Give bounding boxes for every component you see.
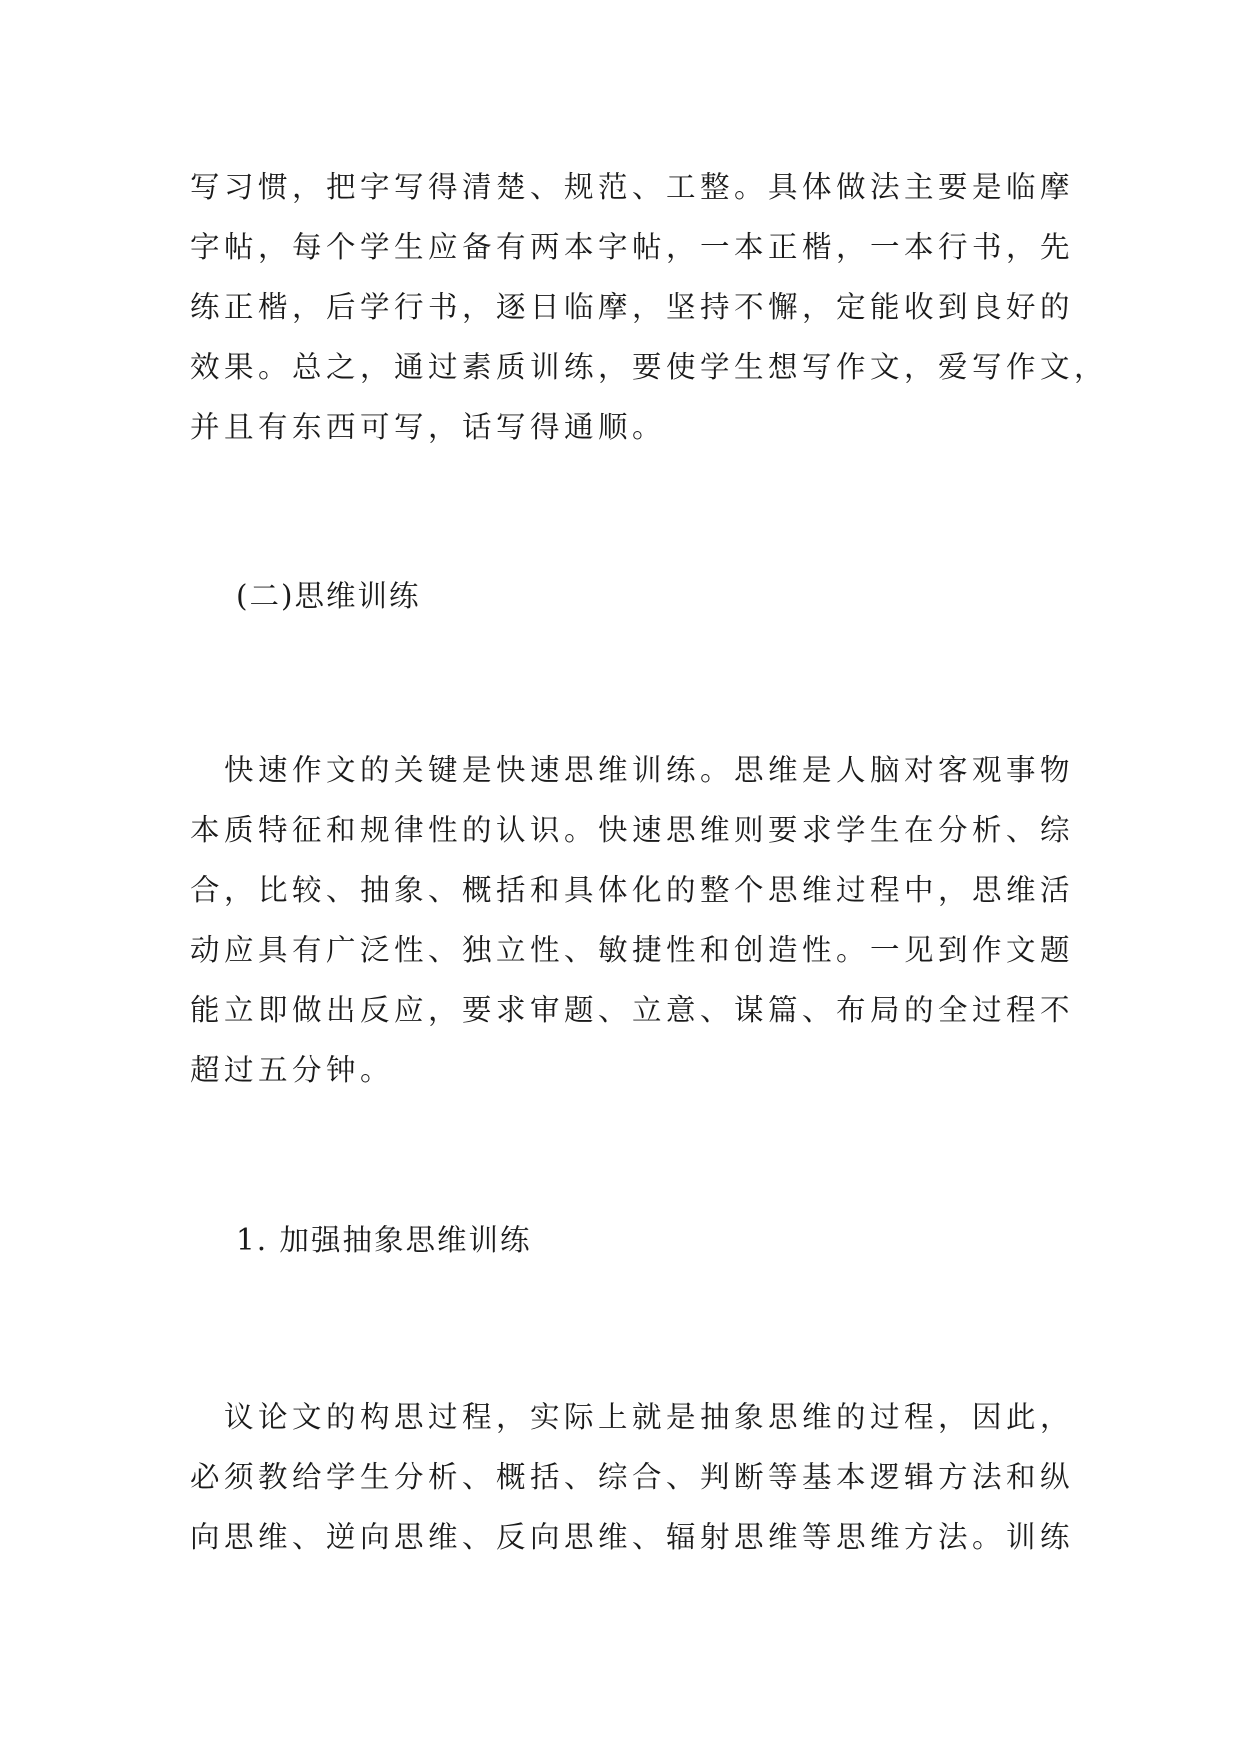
- paragraph-line: 动应具有广泛性、独立性、敏捷性和创造性。一见到作文题: [190, 933, 1075, 967]
- paragraph-line: 写习惯，把字写得清楚、规范、工整。具体做法主要是临摩: [190, 170, 1075, 204]
- subsection-heading-abstract-thinking: 1. 加强抽象思维训练: [236, 1223, 532, 1257]
- paragraph-line: 超过五分钟。: [190, 1053, 395, 1087]
- paragraph-line: 能立即做出反应，要求审题、立意、谋篇、布局的全过程不: [190, 993, 1075, 1027]
- section-heading-thinking-training: (二)思维训练: [236, 579, 421, 613]
- paragraph-line: 必须教给学生分析、概括、综合、判断等基本逻辑方法和纵: [190, 1460, 1075, 1494]
- paragraph-argumentative-essay: [190, 1387, 1075, 1567]
- paragraph-line: 字帖，每个学生应备有两本字帖，一本正楷，一本行书，先: [190, 230, 1075, 264]
- paragraph-line: 效果。总之，通过素质训练，要使学生想写作文，爱写作文，: [190, 350, 1109, 384]
- paragraph-line: 并且有东西可写，话写得通顺。: [190, 410, 667, 444]
- paragraph-line: 向思维、逆向思维、反向思维、辐射思维等思维方法。训练: [190, 1520, 1075, 1554]
- paragraph-line: 练正楷，后学行书，逐日临摩，坚持不懈，定能收到良好的: [190, 290, 1075, 324]
- paragraph-handwriting-practice: [190, 157, 1109, 457]
- paragraph-line: 议论文的构思过程，实际上就是抽象思维的过程，因此，: [190, 1400, 1075, 1434]
- paragraph-line: 快速作文的关键是快速思维训练。思维是人脑对客观事物: [190, 753, 1075, 787]
- paragraph-line: 本质特征和规律性的认识。快速思维则要求学生在分析、综: [190, 813, 1075, 847]
- paragraph-fast-thinking: [190, 740, 1075, 1100]
- paragraph-line: 合，比较、抽象、概括和具体化的整个思维过程中，思维活: [190, 873, 1075, 907]
